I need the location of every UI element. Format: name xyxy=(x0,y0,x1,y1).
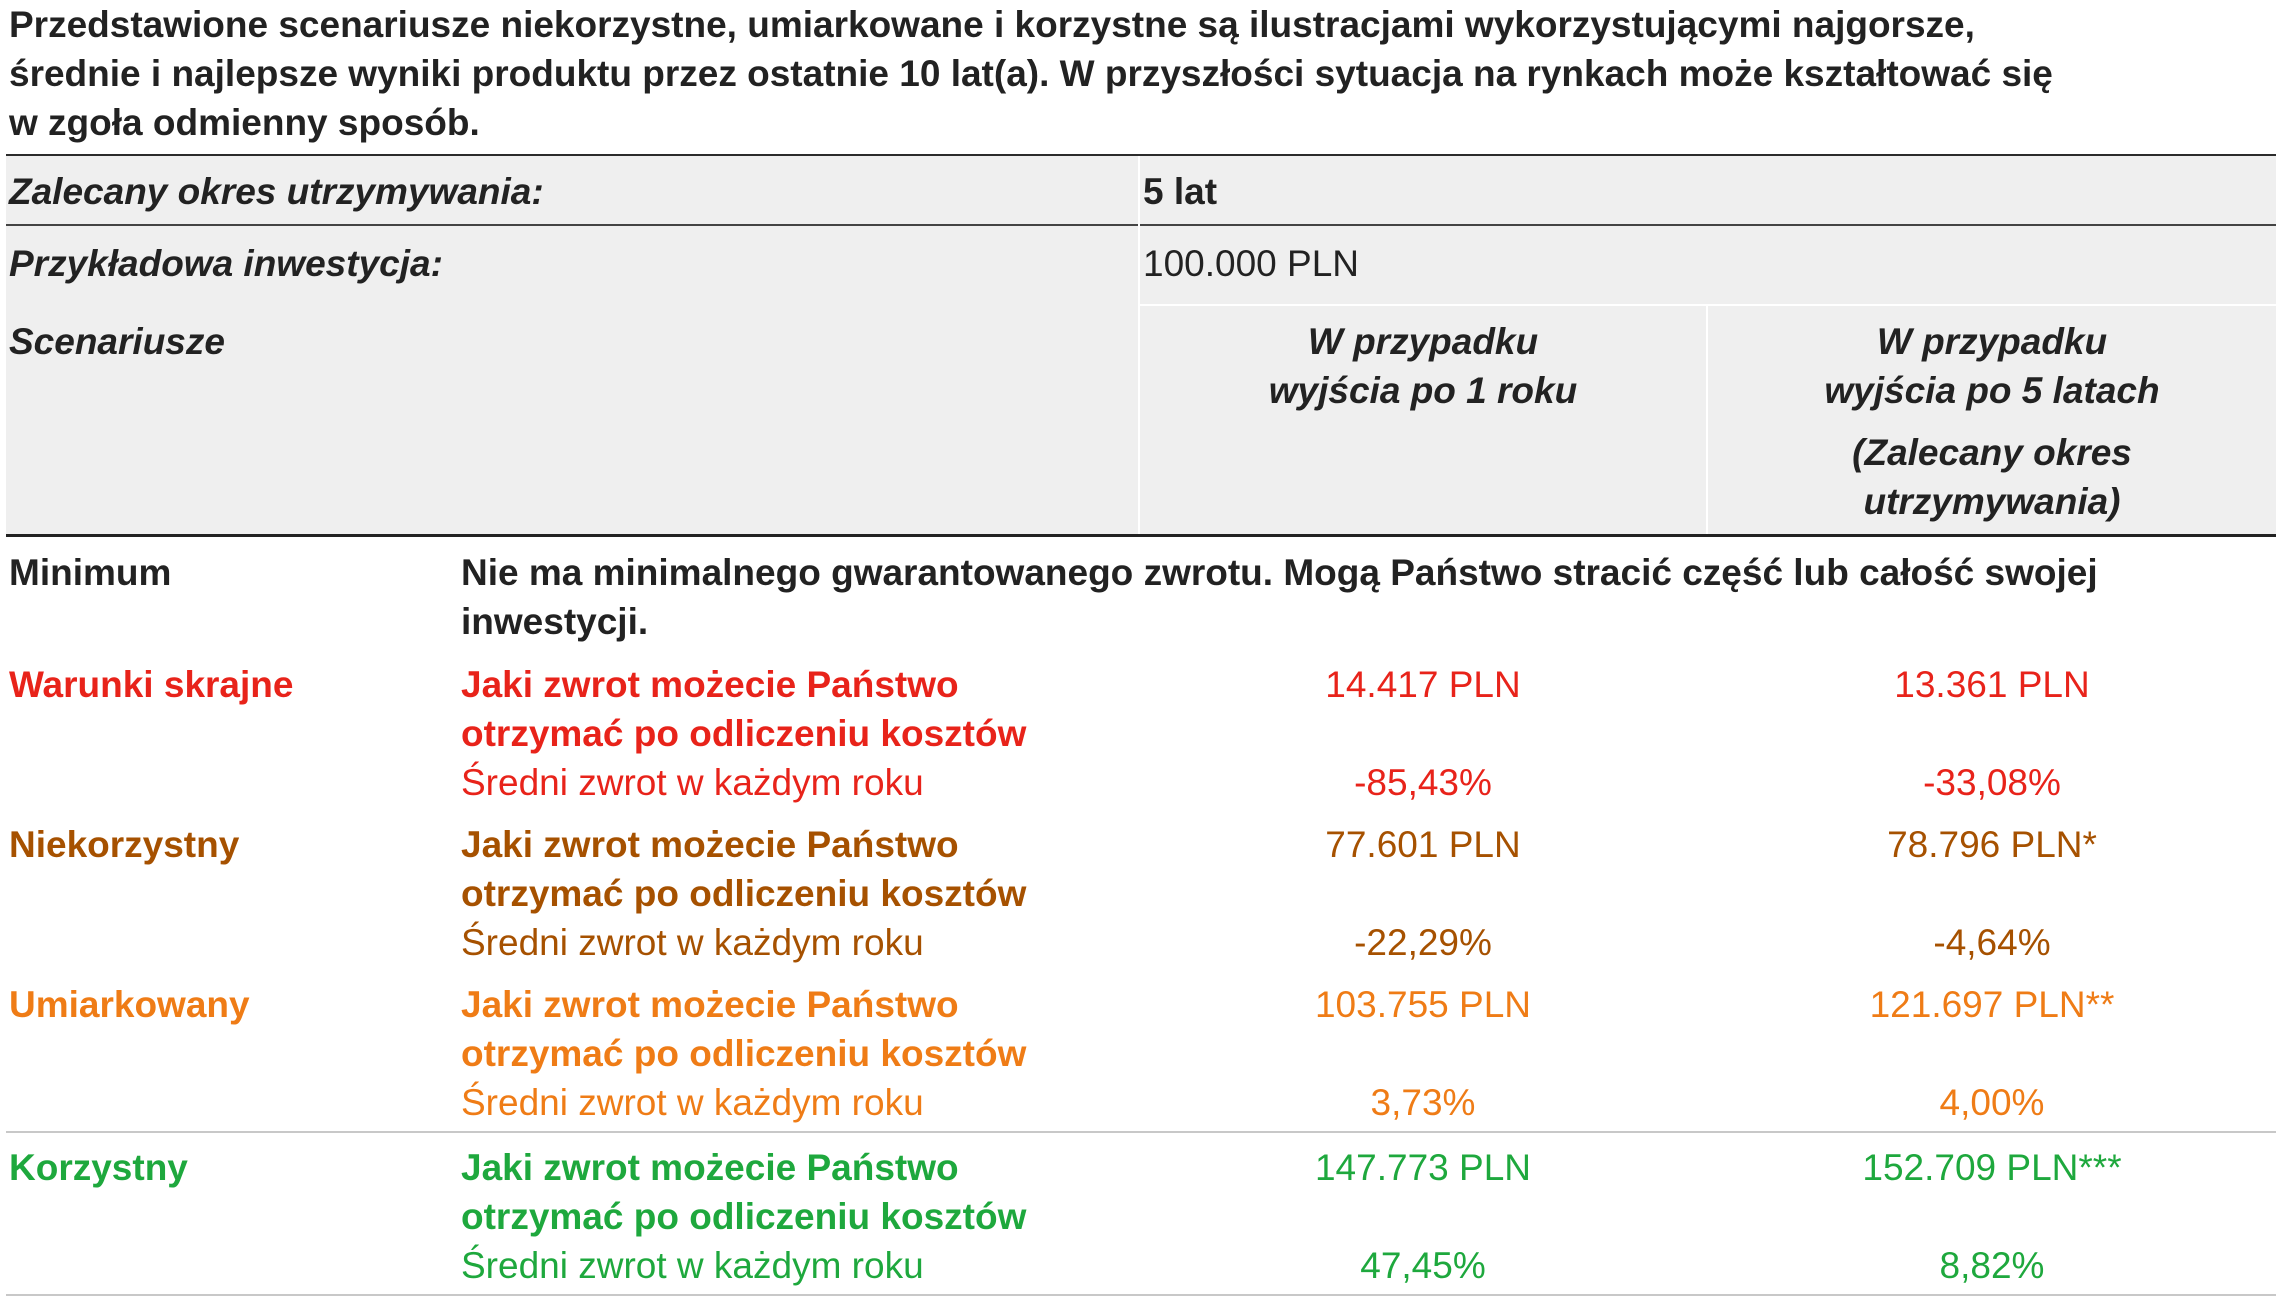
scenario-moderate-avg-1y: 3,73% xyxy=(1370,1082,1476,1123)
scenario-unfavourable-avg-label: Średni zwrot w każdym roku xyxy=(461,922,924,963)
scenario-moderate-return-line-2: otrzymać po odliczeniu kosztów xyxy=(461,1033,1027,1074)
scenario-moderate-name: Umiarkowany xyxy=(9,984,250,1025)
investment-label: Przykładowa inwestycja: xyxy=(9,243,443,284)
scenario-unfavourable-name: Niekorzystny xyxy=(9,824,240,865)
scenario-favourable-return-line-1: Jaki zwrot możecie Państwo xyxy=(461,1147,959,1188)
col1-heading-line-2: wyjścia po 1 roku xyxy=(1268,370,1578,411)
scenario-favourable-avg-5y: 8,82% xyxy=(1939,1245,2045,1286)
scenario-divider xyxy=(6,1131,2276,1133)
header-bottom-rule xyxy=(6,534,2276,537)
col2-heading-line-4: utrzymywania) xyxy=(1863,481,2121,522)
scenario-unfavourable-value-5y: 78.796 PLN* xyxy=(1887,824,2097,865)
col2-heading-line-1: W przypadku xyxy=(1876,321,2108,362)
header-white-gap xyxy=(1138,304,2276,306)
intro-line-1: Przedstawione scenariusze niekorzystne, umiarkowane i korzystne są ilustracjami wykorzystującymi najgorsze, xyxy=(9,4,1975,45)
minimum-text-line-2: inwestycji. xyxy=(461,601,649,642)
scenario-moderate-return-line-1: Jaki zwrot możecie Państwo xyxy=(461,984,959,1025)
scenario-unfavourable-return-line-2: otrzymać po odliczeniu kosztów xyxy=(461,873,1027,914)
col1-heading-line-1: W przypadku xyxy=(1307,321,1539,362)
investment-value: 100.000 PLN xyxy=(1143,243,1360,284)
scenario-favourable-return-line-2: otrzymać po odliczeniu kosztów xyxy=(461,1196,1027,1237)
scenario-unfavourable-avg-5y: -4,64% xyxy=(1933,922,2051,963)
scenario-favourable-name: Korzystny xyxy=(9,1147,188,1188)
intro-paragraph xyxy=(9,0,2269,147)
column-separator-1 xyxy=(1138,156,1140,306)
scenario-moderate-value-5y: 121.697 PLN** xyxy=(1869,984,2115,1025)
scenario-stress-return-line-2: otrzymać po odliczeniu kosztów xyxy=(461,713,1027,754)
scenario-favourable-value-1y: 147.773 PLN xyxy=(1314,1147,1531,1188)
minimum-text-line-1: Nie ma minimalnego gwarantowanego zwrotu. Mogą Państwo stracić część lub całość swojej xyxy=(461,552,2098,593)
table-bottom-rule xyxy=(6,1294,2276,1296)
scenarios-label: Scenariusze xyxy=(9,321,225,362)
scenario-stress-value-5y: 13.361 PLN xyxy=(1894,664,2090,705)
scenario-stress-return-line-1: Jaki zwrot możecie Państwo xyxy=(461,664,959,705)
scenario-stress-avg-5y: -33,08% xyxy=(1923,762,2061,803)
holding-period-value: 5 lat xyxy=(1143,171,1218,212)
scenario-stress-name: Warunki skrajne xyxy=(9,664,294,705)
scenario-favourable-avg-label: Średni zwrot w każdym roku xyxy=(461,1245,924,1286)
scenario-favourable-avg-1y: 47,45% xyxy=(1360,1245,1486,1286)
scenario-unfavourable-return-line-1: Jaki zwrot możecie Państwo xyxy=(461,824,959,865)
scenario-unfavourable-value-1y: 77.601 PLN xyxy=(1325,824,1521,865)
scenario-moderate-value-1y: 103.755 PLN xyxy=(1314,984,1531,1025)
scenario-moderate-avg-label: Średni zwrot w każdym roku xyxy=(461,1082,924,1123)
scenario-unfavourable-avg-1y: -22,29% xyxy=(1354,922,1492,963)
scenario-stress-value-1y: 14.417 PLN xyxy=(1325,664,1521,705)
intro-line-3: w zgoła odmienny sposób. xyxy=(9,102,480,143)
minimum-label: Minimum xyxy=(9,552,172,593)
holding-period-label: Zalecany okres utrzymywania: xyxy=(9,171,544,212)
scenario-favourable-value-5y: 152.709 PLN*** xyxy=(1862,1147,2122,1188)
col2-heading-line-3: (Zalecany okres xyxy=(1852,432,2132,473)
scenario-stress-avg-1y: -85,43% xyxy=(1354,762,1492,803)
col2-heading-line-2: wyjścia po 5 latach xyxy=(1824,370,2160,411)
intro-line-2: średnie i najlepsze wyniki produktu przez ostatnie 10 lat(a). W przyszłości sytuacja na rynkach może kształtować się xyxy=(9,53,2053,94)
scenario-stress-avg-label: Średni zwrot w każdym roku xyxy=(461,762,924,803)
scenario-moderate-avg-5y: 4,00% xyxy=(1939,1082,2045,1123)
